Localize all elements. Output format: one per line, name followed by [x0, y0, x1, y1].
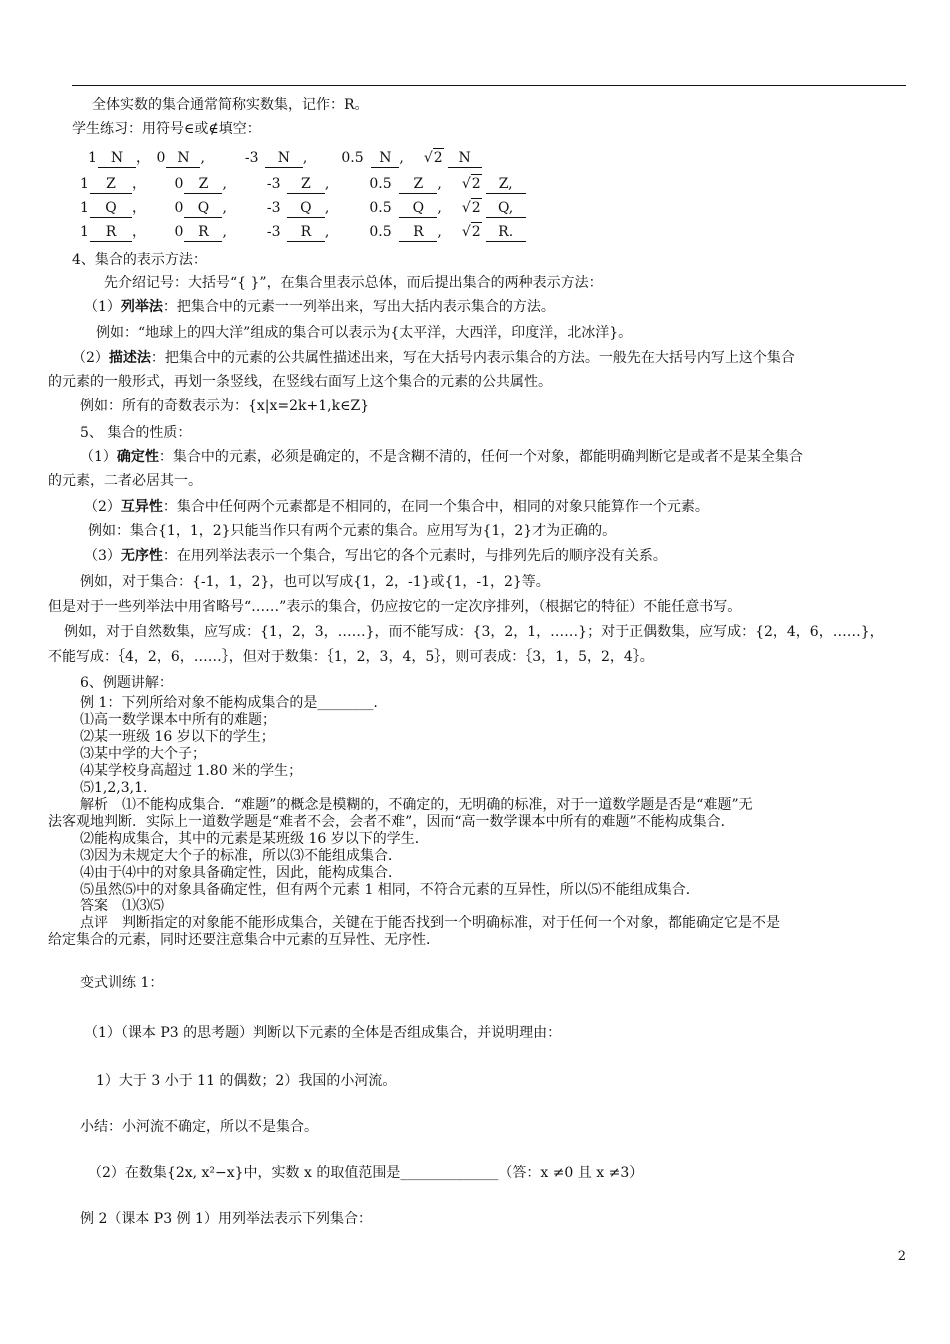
description-method-cont: 的元素的一般形式，再划一条竖线，在竖线右面写上这个集合的元素的公共属性。	[48, 374, 552, 390]
exercise-row: 1 N ， 0 N , -3 N , 0.5 N , √2 N	[88, 148, 482, 168]
comment-line-1: 点评 判断指定的对象能不能形成集合，关键在于能否找到一个明确标准，对于任何一个对象，都能确定它是不是	[80, 915, 780, 931]
exercise-row: 1 R ， 0 R , -3 R , 0.5 R , √2 R.	[80, 222, 526, 242]
answer: 答案 ⑴⑶⑸	[80, 898, 164, 914]
unorderedness-example: 例如，对于集合：{-1，1，2}，也可以写成{1，2，-1}或{1，-1，2}等。	[80, 574, 550, 590]
example-1-question: 例 1：下列所给对象不能构成集合的是________.	[80, 695, 378, 711]
section-4-title: 4、集合的表示方法：	[72, 252, 207, 268]
ellipsis-note: 但是对于一些列举法中用省略号“……”表示的集合，仍应按它的一定次序排列，（根据它的特征）不能任意书写。	[48, 599, 742, 615]
analysis-line-4: ⑶因为未规定大个子的标准，所以⑶不能组成集合．	[80, 848, 402, 864]
analysis-line-2: 法客观地判断．实际上一道数学题是“难者不会，会者不难”，因而“高一数学课本中所有的难题”不能构成集合．	[48, 814, 735, 830]
example-2: 例 2（课本 P3 例 1）用列举法表示下列集合：	[80, 1211, 372, 1227]
exercise-row: 1 Z ， 0 Z , -3 Z , 0.5 Z , √2 Z,	[80, 174, 526, 194]
variant-question-1-items: 1）大于 3 小于 11 的偶数；2）我国的小河流。	[96, 1073, 397, 1089]
distinctness-example: 例如：集合{1，1，2}只能当作只有两个元素的集合。应用写为{1，2}才为正确的。	[88, 523, 617, 539]
distinctness: （2）互异性：集合中任何两个元素都是不相同的，在同一个集合中，相同的对象只能算作一个元素。	[84, 499, 709, 515]
analysis-line-5: ⑷由于⑷中的对象具备确定性，因此，能构成集合．	[80, 865, 402, 881]
determinacy: （1）确定性：集合中的元素，必须是确定的，不是含糊不清的，任何一个对象，都能明确判断它是或者不是某全集合	[80, 449, 803, 465]
section-5-title: 5、 集合的性质：	[80, 425, 192, 441]
enumeration-method: （1）列举法：把集合中的元素一一列举出来，写出大括内表示集合的方法。	[84, 299, 555, 315]
ordering-example-cont: 不能写成：｛4，2，6，……｝，但对于数集：｛1，2，3，4，5｝，则可表成：｛3，1，5，2，4｝。	[48, 649, 654, 665]
exercise-row: 1 Q ， 0 Q , -3 Q , 0.5 Q , √2 Q,	[80, 198, 526, 218]
description-method: （2）描述法：把集合中的元素的公共属性描述出来，写在大括号内表示集合的方法。一般先在大括号内写上这个集合	[72, 350, 795, 366]
unorderedness: （3）无序性：在用列举法表示一个集合，写出它的各个元素时，与排列先后的顺序没有关系。	[84, 548, 667, 564]
variant-question-2: （2）在数集{2x, x²−x}中，实数 x 的取值范围是______________（答：x ≠0 且 x ≠3）	[88, 1165, 644, 1181]
analysis-line-6: ⑸虽然⑸中的对象具备确定性，但有两个元素 1 相同，不符合元素的互异性，所以⑸不能组成集合．	[80, 882, 700, 898]
page-number: 2	[897, 1249, 906, 1264]
example-1-option-3: ⑶某中学的大个子；	[80, 746, 206, 762]
analysis-line-3: ⑵能构成集合，其中的元素是某班级 16 岁以下的学生．	[80, 831, 429, 847]
summary: 小结：小河流不确定，所以不是集合。	[80, 1119, 318, 1135]
comment-line-2: 给定集合的元素，同时还要注意集合中元素的互异性、无序性．	[48, 932, 440, 948]
example-1-option-4: ⑷某学校身高超过 1.80 米的学生；	[80, 763, 303, 779]
variant-question-1: （1）（课本 P3 的思考题）判断以下元素的全体是否组成集合，并说明理由：	[84, 1025, 562, 1041]
variant-title: 变式训练 1：	[80, 975, 164, 991]
description-example: 例如：所有的奇数表示为：{x|x=2k+1,k∈Z}	[80, 398, 370, 414]
analysis-line-1: 解析 ⑴不能构成集合．“难题”的概念是模糊的，不确定的，无明确的标准，对于一道数学题是否是“难题”无	[80, 797, 753, 813]
section-4-intro: 先介绍记号：大括号“{ }”，在集合里表示总体，而后提出集合的两种表示方法：	[104, 275, 603, 291]
example-1-option-1: ⑴高一数学课本中所有的难题；	[80, 712, 276, 728]
intro-line-1: 全体实数的集合通常简称实数集，记作：R。	[92, 97, 369, 113]
example-1-option-2: ⑵某一班级 16 岁以下的学生；	[80, 729, 275, 745]
intro-line-2: 学生练习：用符号∈或∉填空：	[72, 121, 261, 137]
header-rule	[72, 85, 906, 86]
example-1-option-5: ⑸1,2,3,1.	[80, 780, 148, 796]
sqrt2-symbol: √2	[423, 150, 443, 166]
ordering-example: 例如，对于自然数集，应写成：{1，2，3，……}，而不能写成：{3，2，1，……}；对于正偶数集，应写成：{2，4，6，……}，	[64, 624, 884, 640]
determinacy-cont: 的元素，二者必居其一。	[48, 473, 202, 489]
enumeration-example: 例如：“地球上的四大洋”组成的集合可以表示为{太平洋，大西洋，印度洋，北冰洋}。	[96, 325, 633, 341]
section-6-title: 6、例题讲解：	[80, 675, 173, 691]
